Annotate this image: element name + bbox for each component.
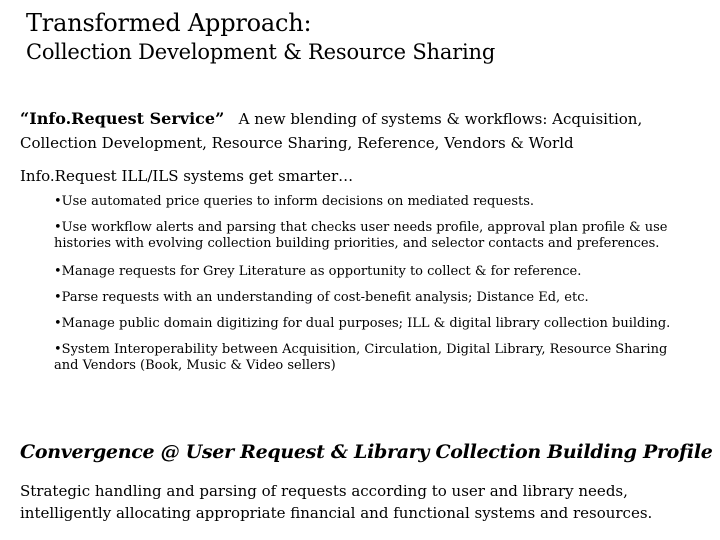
bullet-item [54, 220, 694, 252]
bullet-list [54, 194, 694, 374]
service-name: “Info.Request Service” [20, 109, 225, 128]
title-line-2: Collection Development & Resource Sharing [26, 40, 496, 64]
intro-paragraph [20, 107, 710, 155]
bullet-dot: • [54, 290, 62, 305]
slide-title [26, 8, 495, 66]
service-description: A new blending of systems & workflows: Acquisition, Collection Development, Resource Sharing, Reference, Vendors & World [20, 110, 643, 152]
bullet-item [54, 290, 694, 306]
convergence-heading: Convergence @ User Request & Library Collection Building Profile [20, 441, 713, 463]
bullet-item [54, 316, 694, 332]
bullet-dot: • [54, 220, 62, 235]
bullet-item [54, 194, 694, 210]
bullet-text: Use automated price queries to inform decisions on mediated requests. [61, 194, 535, 209]
subheading: Info.Request ILL/ILS systems get smarter… [20, 167, 354, 185]
title-line-1: Transformed Approach: [26, 9, 312, 37]
bullet-text: Manage public domain digitizing for dual purposes; ILL & digital library collection building. [61, 316, 671, 331]
bullet-dot: • [54, 342, 62, 357]
strategic-paragraph: Strategic handling and parsing of requests according to user and library needs, intelligently allocating appropriate financial and functional systems and resources. [20, 482, 653, 522]
bullet-item [54, 264, 694, 280]
bullet-dot: • [54, 194, 62, 209]
bullet-item [54, 342, 694, 374]
bullet-text: Use workflow alerts and parsing that checks user needs profile, approval plan profile & use histories with evolving collection building priorities, and selector contacts and preferences. [54, 220, 668, 251]
bullet-text: System Interoperability between Acquisition, Circulation, Digital Library, Resource Sharing and Vendors (Book, Music & Video sellers) [54, 342, 668, 373]
bullet-text: Parse requests with an understanding of cost-benefit analysis; Distance Ed, etc. [61, 290, 589, 305]
bullet-dot: • [54, 264, 62, 279]
bullet-dot: • [54, 316, 62, 331]
bullet-text: Manage requests for Grey Literature as opportunity to collect & for reference. [61, 264, 582, 279]
